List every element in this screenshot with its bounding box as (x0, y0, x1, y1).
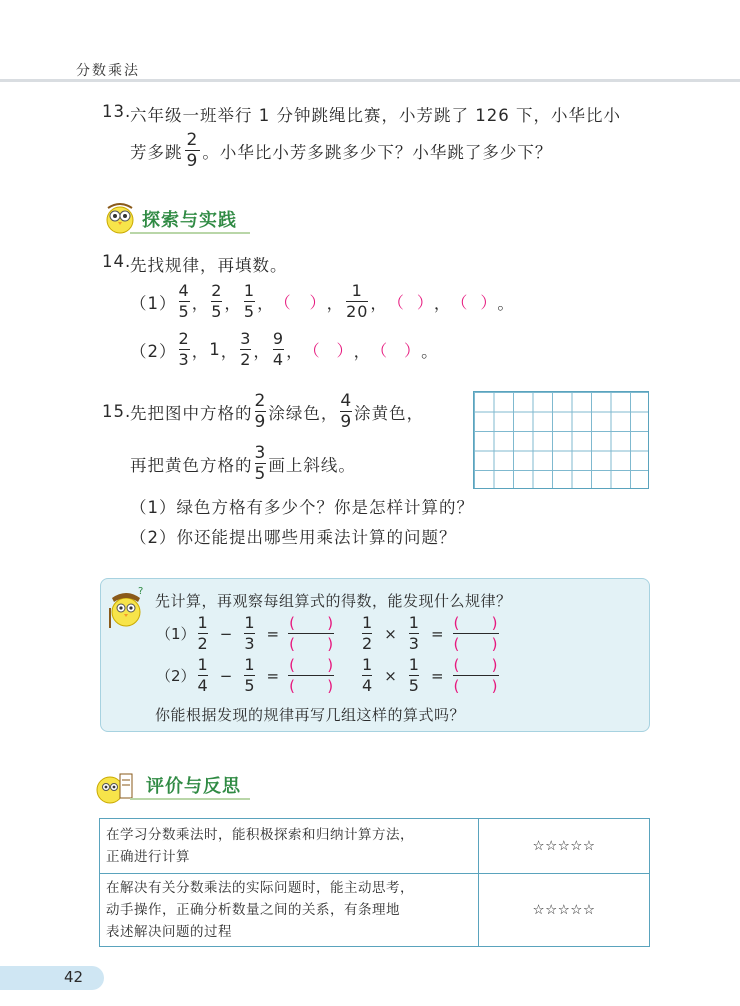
q13-fraction (185, 131, 201, 170)
callout-outro: 你能根据发现的规律再写几组这样的算式吗？ (155, 706, 466, 724)
paren-right: ) (491, 677, 498, 695)
frac-numerator: 1 (243, 281, 256, 300)
page-number: 42 (64, 968, 84, 986)
times-sign: × (384, 666, 397, 685)
q14-p2-frac2 (240, 330, 251, 369)
table-row (100, 819, 650, 874)
paren-left: （ (451, 293, 469, 312)
frac-numerator: 1 (408, 655, 419, 674)
frac-numerator: 2 (186, 130, 199, 150)
callout-row1-right (360, 614, 498, 653)
frac-numerator: 2 (178, 329, 190, 348)
paren-left: ( (453, 677, 460, 695)
header-divider (0, 79, 740, 82)
q13-number: 13. (102, 102, 132, 121)
frac-denominator: 5 (211, 302, 223, 321)
frac-denominator: 4 (197, 676, 208, 695)
comma: ， (433, 293, 452, 313)
frac-numerator: 1 (351, 281, 363, 300)
row-label: （1） (156, 625, 196, 643)
table-row (100, 874, 650, 947)
paren-left: ( (289, 614, 295, 632)
frac-denominator: 5 (178, 302, 190, 321)
callout-row2-right (360, 656, 498, 695)
frac-numerator: 3 (254, 443, 267, 463)
paren-right: ) (327, 635, 334, 653)
paren-left: ( (289, 656, 295, 674)
frac-numerator: 9 (272, 329, 285, 348)
paren-left: （ (274, 293, 292, 312)
paren-left: ( (453, 635, 460, 653)
reflect-title: 评价与反思 (146, 776, 241, 797)
paren-right: ) (327, 614, 334, 632)
q15-l1-c: 涂黄色， (354, 403, 425, 423)
criterion-line: 表述解决问题的过程 (106, 924, 232, 940)
fraction (198, 614, 208, 653)
frac-denominator: 9 (186, 151, 199, 171)
q13-line1: 六年级一班举行 1 分钟跳绳比赛，小芳跳了 126 下，小华比小 (130, 106, 621, 125)
frac-numerator: 4 (340, 391, 353, 411)
frac-bar (453, 633, 499, 634)
q15-sub2: （2）你还能提出哪些用乘法计算的问题？ (130, 528, 457, 547)
fraction (409, 614, 419, 653)
svg-text:?: ? (138, 586, 144, 597)
fraction (409, 656, 419, 695)
criterion-cell (100, 819, 479, 874)
answer-fraction-blank[interactable] (289, 656, 333, 695)
fraction (362, 614, 372, 653)
q15-l1-a: 先把图中方格的 (130, 403, 253, 423)
frac-numerator: 1 (197, 613, 208, 632)
paren-left: ( (453, 614, 460, 632)
frac-denominator: 5 (254, 464, 267, 484)
q14-p2-label: （2） (130, 341, 177, 361)
q15-frac1 (255, 392, 267, 431)
answer-fraction-blank[interactable] (289, 614, 333, 653)
thinking-mascot-icon (104, 584, 146, 630)
q14-p1-frac3 (244, 282, 255, 321)
frac-numerator: 1 (408, 613, 419, 632)
paren-left: ( (453, 656, 460, 674)
page-number-tab (0, 966, 104, 990)
reflect-mascot-icon (92, 766, 136, 806)
paren-left: ( (289, 677, 295, 695)
paren-right: ） (404, 341, 422, 360)
paren-right: ) (327, 656, 334, 674)
paren-right: ） (336, 341, 354, 360)
comma: ， (370, 293, 388, 313)
frac-denominator: 20 (346, 302, 369, 321)
paren-right: ） (480, 293, 498, 312)
answer-blank[interactable] (388, 290, 434, 313)
criterion-line: 动手操作，正确分析数量之间的关系，有条理地 (106, 902, 400, 918)
minus-sign: − (219, 666, 233, 685)
frac-numerator: 1 (244, 613, 255, 632)
q15-l2-a: 再把黄色方格的 (130, 455, 253, 475)
answer-blank[interactable] (275, 290, 327, 313)
frac-denominator: 9 (254, 412, 267, 432)
explore-underline (130, 232, 250, 234)
running-header: 分数乘法 (76, 63, 140, 79)
fraction (244, 656, 254, 695)
q15-number: 15. (102, 402, 132, 421)
q15-frac2 (340, 392, 352, 431)
callout-intro: 先计算，再观察每组算式的得数，能发现什么规律？ (155, 592, 512, 610)
star-rating[interactable]: ☆☆☆☆☆ (479, 874, 650, 947)
q14-p2-frac1 (179, 330, 190, 369)
frac-bar (288, 675, 334, 676)
paren-right: ) (327, 677, 334, 695)
criterion-line: 正确进行计算 (106, 849, 190, 865)
q14-p1-frac1 (179, 282, 190, 321)
criterion-line: 在解决有关分数乘法的实际问题时，能主动思考， (106, 880, 414, 896)
paren-left: （ (387, 293, 405, 312)
q14-p2-one: 1 (209, 340, 221, 359)
q15-frac3 (255, 444, 267, 483)
frac-numerator: 4 (178, 281, 190, 300)
square-grid[interactable] (473, 391, 649, 489)
q14-p2-frac3 (273, 330, 284, 369)
equals-sign: = (430, 624, 444, 643)
answer-blank[interactable] (304, 338, 354, 361)
comma: ， (326, 293, 345, 313)
q14-p1-label: （1） (130, 293, 177, 313)
row-label: （2） (156, 667, 196, 685)
frac-denominator: 2 (197, 634, 208, 653)
frac-numerator: 3 (240, 329, 252, 348)
frac-bar (288, 633, 334, 634)
frac-numerator: 1 (362, 655, 373, 674)
frac-numerator: 1 (197, 655, 208, 674)
paren-left: （ (303, 341, 321, 360)
frac-denominator: 5 (244, 676, 255, 695)
q15-l1-b: 涂绿色， (268, 403, 339, 423)
frac-denominator: 9 (340, 412, 353, 432)
callout-row1-left (156, 614, 333, 653)
frac-numerator: 2 (211, 281, 223, 300)
equals-sign: = (266, 666, 280, 685)
criterion-line: 在学习分数乘法时，能积极探索和归纳计算方法， (106, 827, 414, 843)
frac-denominator: 4 (272, 350, 285, 369)
fraction (244, 614, 254, 653)
frac-denominator: 5 (408, 676, 419, 695)
frac-denominator: 3 (178, 350, 190, 369)
comma: ， (353, 341, 372, 361)
answer-blank[interactable] (451, 290, 497, 313)
comma: ， (191, 341, 210, 361)
paren-left: ( (289, 635, 295, 653)
criterion-cell (100, 874, 479, 947)
answer-fraction-blank[interactable] (454, 614, 498, 653)
q15-line2 (130, 444, 356, 483)
frac-bar (453, 675, 499, 676)
paren-right: ） (416, 293, 434, 312)
answer-blank[interactable] (371, 338, 421, 361)
q14-number: 14. (102, 252, 132, 271)
q13-line2-post: 。小华比小芳多跳多少下？小华跳了多少下？ (202, 142, 553, 162)
comma: ， (224, 293, 242, 313)
explore-title: 探索与实践 (142, 210, 237, 231)
times-sign: × (384, 624, 397, 643)
equals-sign: = (266, 624, 280, 643)
star-rating[interactable]: ☆☆☆☆☆ (479, 819, 650, 874)
period: 。 (497, 293, 515, 313)
q13-line2 (130, 131, 552, 170)
paren-right: ) (491, 656, 498, 674)
comma: ， (220, 341, 239, 361)
frac-denominator: 3 (244, 634, 255, 653)
frac-denominator: 4 (362, 676, 373, 695)
period: 。 (421, 341, 439, 361)
q14-text: 先找规律，再填数。 (130, 256, 288, 275)
paren-left: （ (371, 341, 389, 360)
q15-sub1: （1）绿色方格有多少个？你是怎样计算的？ (130, 498, 474, 517)
frac-numerator: 2 (254, 391, 267, 411)
answer-fraction-blank[interactable] (454, 656, 498, 695)
comma: ， (253, 341, 271, 361)
paren-right: ) (491, 635, 498, 653)
frac-denominator: 2 (362, 634, 373, 653)
frac-denominator: 2 (240, 350, 252, 369)
frac-numerator: 1 (244, 655, 255, 674)
callout-row2-left (156, 656, 333, 695)
q14-p1-frac2 (211, 282, 222, 321)
q14-p1-frac4 (346, 282, 368, 321)
frac-numerator: 1 (362, 613, 373, 632)
equals-sign: = (430, 666, 444, 685)
paren-right: ） (309, 293, 327, 312)
q15-l2-b: 画上斜线。 (268, 455, 356, 475)
minus-sign: − (219, 624, 233, 643)
evaluation-table (99, 818, 650, 947)
comma: ， (286, 341, 304, 361)
comma: ， (191, 293, 210, 313)
q14-part2 (130, 330, 439, 369)
fraction (362, 656, 372, 695)
q15-line1 (130, 392, 424, 431)
paren-right: ) (491, 614, 498, 632)
frac-denominator: 3 (408, 634, 419, 653)
frac-denominator: 5 (243, 302, 256, 321)
fraction (198, 656, 208, 695)
q13-line2-pre: 芳多跳 (130, 142, 183, 162)
q14-part1 (130, 282, 515, 321)
reflect-underline (130, 798, 250, 800)
comma: ， (257, 293, 275, 313)
